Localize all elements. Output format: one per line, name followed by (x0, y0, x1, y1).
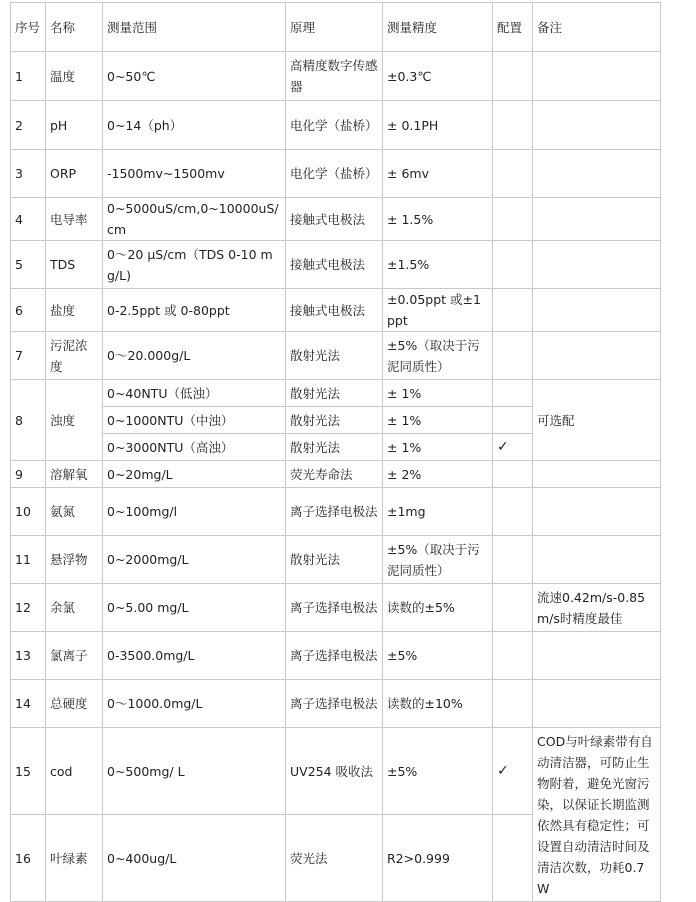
header-index: 序号 (11, 3, 46, 52)
cell-accuracy: ±0.3℃ (383, 52, 493, 101)
cell-range: 0-2.5ppt 或 0-80ppt (103, 289, 286, 332)
cell-remarks (533, 332, 661, 380)
cell-principle: 接触式电极法 (286, 241, 383, 289)
cell-range: 0~100mg/l (103, 488, 286, 536)
cell-name: 温度 (46, 52, 103, 101)
table-row (11, 728, 661, 815)
cell-accuracy: ±5%（取决于污泥同质性） (383, 332, 493, 380)
cell-accuracy: ±1mg (383, 488, 493, 536)
cell-accuracy: ±1.5% (383, 241, 493, 289)
spec-table (10, 2, 661, 902)
cell-index: 9 (11, 461, 46, 488)
cell-name: 盐度 (46, 289, 103, 332)
cell-accuracy: ±5% (383, 632, 493, 680)
cell-accuracy: ± 0.1PH (383, 101, 493, 150)
cell-remarks (533, 632, 661, 680)
cell-range: 0～20.000g/L (103, 332, 286, 380)
cell-range: 0~3000NTU（高浊） (103, 434, 286, 461)
cell-name: 余氯 (46, 584, 103, 632)
header-name: 名称 (46, 3, 103, 52)
table-row (11, 680, 661, 728)
cell-index: 3 (11, 150, 46, 198)
cell-accuracy: ±5% (383, 728, 493, 815)
cell-remarks (533, 101, 661, 150)
cell-config (493, 488, 533, 536)
cell-principle: 离子选择电极法 (286, 488, 383, 536)
cell-index: 6 (11, 289, 46, 332)
cell-config (493, 680, 533, 728)
cell-name: 浊度 (46, 380, 103, 461)
header-range: 测量范围 (103, 3, 286, 52)
cell-principle: 接触式电极法 (286, 198, 383, 241)
cell-index: 2 (11, 101, 46, 150)
cell-remarks (533, 536, 661, 584)
cell-range: 0~1000NTU（中浊） (103, 407, 286, 434)
cell-index: 1 (11, 52, 46, 101)
cell-index: 13 (11, 632, 46, 680)
cell-accuracy: ±5%（取决于污泥同质性） (383, 536, 493, 584)
cell-remarks (533, 488, 661, 536)
cell-index: 15 (11, 728, 46, 815)
cell-principle: UV254 吸收法 (286, 728, 383, 815)
cell-index: 5 (11, 241, 46, 289)
cell-accuracy: ± 2% (383, 461, 493, 488)
cell-name: TDS (46, 241, 103, 289)
cell-remarks (533, 198, 661, 241)
cell-accuracy: ± 1% (383, 380, 493, 407)
cell-config (493, 332, 533, 380)
cell-remarks: 可选配 (533, 380, 661, 461)
cell-principle: 散射光法 (286, 407, 383, 434)
cell-remarks: 流速0.42m/s-0.85m/s时精度最佳 (533, 584, 661, 632)
cell-config (493, 150, 533, 198)
config-check-icon: ✓ (493, 728, 533, 815)
cell-name: 悬浮物 (46, 536, 103, 584)
header-accuracy: 测量精度 (383, 3, 493, 52)
table-row (11, 241, 661, 289)
cell-name: 溶解氧 (46, 461, 103, 488)
cell-range: 0~40NTU（低浊） (103, 380, 286, 407)
table-row (11, 101, 661, 150)
table-row (11, 536, 661, 584)
header-row (11, 3, 661, 52)
cell-remarks (533, 241, 661, 289)
cell-range: 0~5000uS/cm,0~10000uS/cm (103, 198, 286, 241)
cell-config (493, 380, 533, 407)
cell-range: 0～1000.0mg/L (103, 680, 286, 728)
table-row (11, 380, 661, 407)
cell-index: 16 (11, 815, 46, 902)
cell-range: 0-3500.0mg/L (103, 632, 286, 680)
table-row (11, 332, 661, 380)
cell-remarks (533, 289, 661, 332)
cell-range: 0~2000mg/L (103, 536, 286, 584)
cell-remarks (533, 461, 661, 488)
cell-principle: 散射光法 (286, 380, 383, 407)
cell-principle: 荧光法 (286, 815, 383, 902)
cell-index: 11 (11, 536, 46, 584)
cell-name: ORP (46, 150, 103, 198)
cell-principle: 电化学（盐桥） (286, 101, 383, 150)
cell-accuracy: R2>0.999 (383, 815, 493, 902)
cell-name: pH (46, 101, 103, 150)
cell-accuracy: ±0.05ppt 或±1ppt (383, 289, 493, 332)
cell-config (493, 632, 533, 680)
table-row (11, 632, 661, 680)
cell-remarks (533, 52, 661, 101)
cell-range: -1500mv~1500mv (103, 150, 286, 198)
config-check-icon: ✓ (493, 434, 533, 461)
cell-range: 0~20mg/L (103, 461, 286, 488)
cell-config (493, 52, 533, 101)
cell-name: 氨氮 (46, 488, 103, 536)
table-row (11, 488, 661, 536)
cell-index: 4 (11, 198, 46, 241)
cell-accuracy: 读数的±5% (383, 584, 493, 632)
cell-principle: 电化学（盐桥） (286, 150, 383, 198)
cell-principle: 散射光法 (286, 434, 383, 461)
cell-principle: 荧光寿命法 (286, 461, 383, 488)
table-row (11, 461, 661, 488)
table-row (11, 198, 661, 241)
cell-config (493, 536, 533, 584)
cell-range: 0~14（ph） (103, 101, 286, 150)
cell-principle: 散射光法 (286, 536, 383, 584)
cell-name: 污泥浓度 (46, 332, 103, 380)
header-config: 配置 (493, 3, 533, 52)
cell-range: 0~400ug/L (103, 815, 286, 902)
cell-config (493, 241, 533, 289)
header-remarks: 备注 (533, 3, 661, 52)
cell-index: 14 (11, 680, 46, 728)
cell-name: 总硬度 (46, 680, 103, 728)
cell-accuracy: 读数的±10% (383, 680, 493, 728)
cell-principle: 离子选择电极法 (286, 632, 383, 680)
cell-principle: 离子选择电极法 (286, 584, 383, 632)
cell-range: 0～20 μS/cm（TDS 0-10 mg/L) (103, 241, 286, 289)
cell-accuracy: ± 6mv (383, 150, 493, 198)
cell-config (493, 815, 533, 902)
cell-remarks (533, 680, 661, 728)
cell-name: 叶绿素 (46, 815, 103, 902)
cell-index: 10 (11, 488, 46, 536)
cell-index: 7 (11, 332, 46, 380)
cell-principle: 散射光法 (286, 332, 383, 380)
cell-name: 氯离子 (46, 632, 103, 680)
cell-accuracy: ± 1% (383, 407, 493, 434)
cell-config (493, 101, 533, 150)
cell-config (493, 407, 533, 434)
cell-range: 0~500mg/ L (103, 728, 286, 815)
cell-name: cod (46, 728, 103, 815)
cell-index: 8 (11, 380, 46, 461)
cell-principle: 高精度数字传感器 (286, 52, 383, 101)
cell-index: 12 (11, 584, 46, 632)
cell-config (493, 289, 533, 332)
cell-accuracy: ± 1.5% (383, 198, 493, 241)
table-row (11, 52, 661, 101)
cell-range: 0~50℃ (103, 52, 286, 101)
cell-remarks (533, 150, 661, 198)
cell-config (493, 198, 533, 241)
header-principle: 原理 (286, 3, 383, 52)
cell-accuracy: ± 1% (383, 434, 493, 461)
table-row (11, 150, 661, 198)
cell-remarks: COD与叶绿素带有自动清洁器，可防止生物附着，避免光窗污染，以保证长期监测依然具有稳定性；可设置自动清洁时间及清洁次数，功耗0.7W (533, 728, 661, 902)
cell-config (493, 584, 533, 632)
table-row (11, 289, 661, 332)
cell-name: 电导率 (46, 198, 103, 241)
cell-principle: 接触式电极法 (286, 289, 383, 332)
cell-range: 0~5.00 mg/L (103, 584, 286, 632)
cell-config (493, 461, 533, 488)
table-row (11, 584, 661, 632)
cell-principle: 离子选择电极法 (286, 680, 383, 728)
